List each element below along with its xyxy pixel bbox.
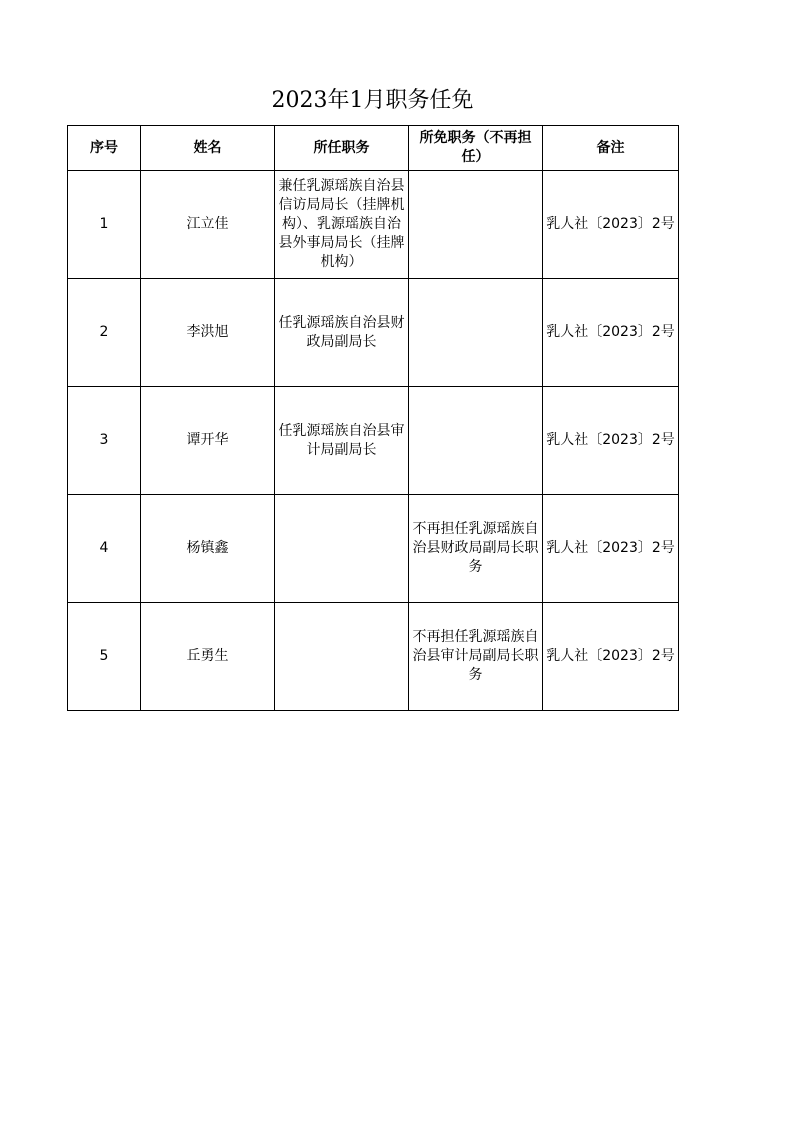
cell-removed: 不再担任乳源瑶族自治县审计局副局长职务 xyxy=(409,603,543,711)
header-name: 姓名 xyxy=(141,126,275,171)
header-remark: 备注 xyxy=(543,126,679,171)
cell-name: 江立佳 xyxy=(141,171,275,279)
cell-remark: 乳人社〔2023〕2号 xyxy=(543,387,679,495)
cell-remark: 乳人社〔2023〕2号 xyxy=(543,603,679,711)
appointments-table xyxy=(67,125,679,711)
table-row xyxy=(68,171,679,279)
table-header-row xyxy=(68,126,679,171)
cell-removed xyxy=(409,387,543,495)
page-title: 2023年1月职务任免 xyxy=(271,88,474,113)
cell-index: 3 xyxy=(68,387,141,495)
cell-appointed: 任乳源瑶族自治县审计局副局长 xyxy=(275,387,409,495)
table-row xyxy=(68,387,679,495)
cell-removed xyxy=(409,171,543,279)
cell-appointed xyxy=(275,603,409,711)
cell-index: 4 xyxy=(68,495,141,603)
cell-remark: 乳人社〔2023〕2号 xyxy=(543,279,679,387)
cell-remark: 乳人社〔2023〕2号 xyxy=(543,495,679,603)
cell-appointed xyxy=(275,495,409,603)
cell-name: 李洪旭 xyxy=(141,279,275,387)
cell-index: 1 xyxy=(68,171,141,279)
table-row xyxy=(68,279,679,387)
cell-removed xyxy=(409,279,543,387)
header-index: 序号 xyxy=(68,126,141,171)
cell-name: 杨镇鑫 xyxy=(141,495,275,603)
cell-name: 丘勇生 xyxy=(141,603,275,711)
cell-appointed: 任乳源瑶族自治县财政局副局长 xyxy=(275,279,409,387)
cell-index: 2 xyxy=(68,279,141,387)
cell-remark: 乳人社〔2023〕2号 xyxy=(543,171,679,279)
header-removed: 所免职务（不再担任） xyxy=(409,126,543,171)
header-appointed: 所任职务 xyxy=(275,126,409,171)
cell-index: 5 xyxy=(68,603,141,711)
table-row xyxy=(68,603,679,711)
cell-name: 谭开华 xyxy=(141,387,275,495)
table-row xyxy=(68,495,679,603)
cell-appointed: 兼任乳源瑶族自治县信访局局长（挂牌机构）、乳源瑶族自治县外事局局长（挂牌机构） xyxy=(275,171,409,279)
cell-removed: 不再担任乳源瑶族自治县财政局副局长职务 xyxy=(409,495,543,603)
